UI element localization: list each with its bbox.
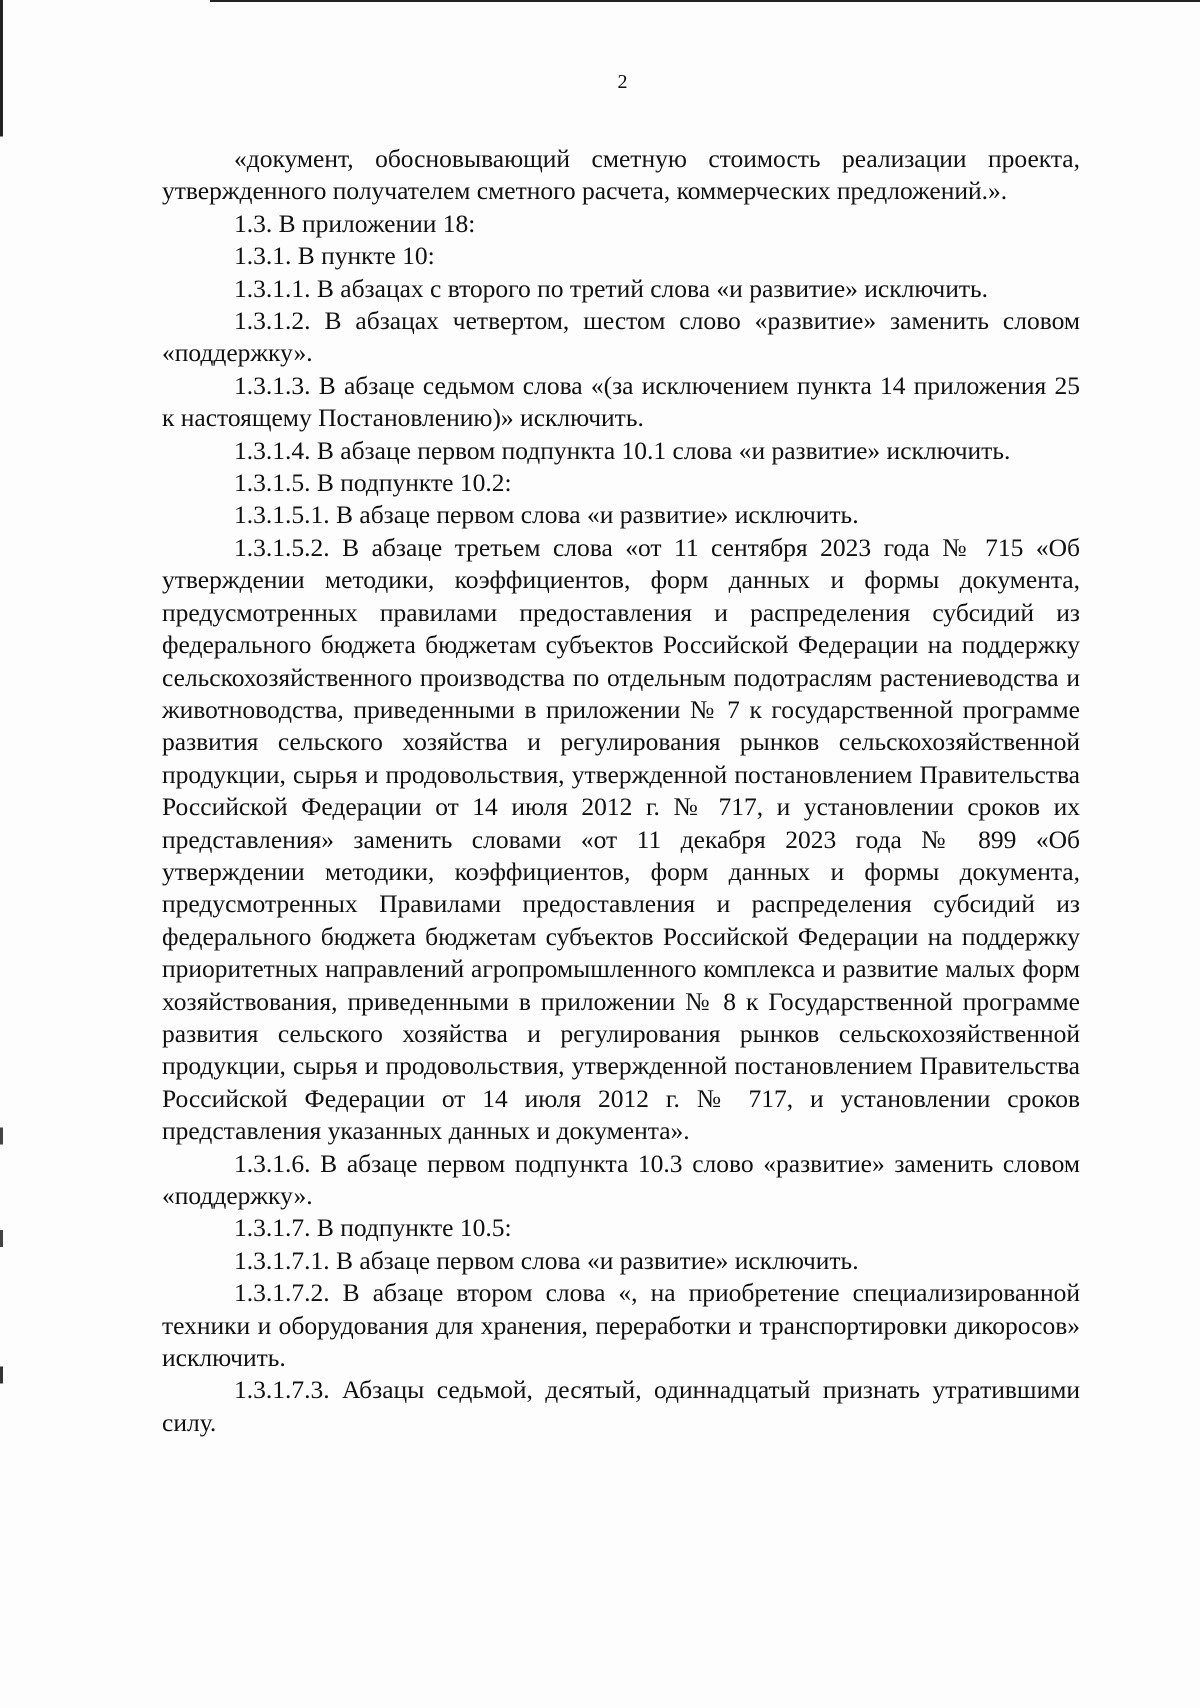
scan-border-top: [210, 0, 1200, 2]
paragraph-1-3-1-5-1: 1.3.1.5.1. В абзаце первом слова «и развитие» исключить.: [234, 500, 859, 530]
paragraph-1-3-1-7-3: 1.3.1.7.3. Абзацы седьмой, десятый, одиннадцатый признать утратившими силу.: [162, 1375, 1080, 1437]
paragraph-1-3-1: 1.3.1. В пункте 10:: [234, 241, 435, 271]
scan-border-left: [0, 0, 3, 1708]
page-number: 2: [617, 71, 628, 93]
paragraph-1-3-1-1: 1.3.1.1. В абзацах с второго по третий слова «и развитие» исключить.: [234, 273, 989, 303]
paragraph-1-3-1-7: 1.3.1.7. В подпункте 10.5:: [234, 1213, 512, 1243]
paragraph-1-3-1-5: 1.3.1.5. В подпункте 10.2:: [234, 468, 512, 498]
paragraph-1-3-1-5-2: 1.3.1.5.2. В абзаце третьем слова «от 11 сентября 2023 года № 715 «Об утверждении методики, коэффициентов, форм данных и формы документа, предусмотренных правилами предоставления и распределения субсидий из федерального бюджета бюджетам субъектов Российской Федерации на поддержку сельскохозяйственного производства по отдельным подотраслям растениеводства и животноводства, приведенными в приложении № 7 к государственной программе развития сельского хозяйства и регулирования рынков сельскохозяйственной продукции, сырья и продовольствия, утвержденной постановлением Правительства Российской Федерации от 14 июля 2012 г. № 717, и установлении сроков их представления» заменить словами «от 11 декабря 2023 года № 899 «Об утверждении методики, коэффициентов, форм данных и формы документа, предусмотренных Правилами предоставления и распределения субсидий из федерального бюджета бюджетам субъектов Российской Федерации на поддержку приоритетных направлений агропромышленного комплекса и развитие малых форм хозяйствования, приведенными в приложении № 8 к Государственной программе развития сельского хозяйства и регулирования рынков сельскохозяйственной продукции, сырья и продовольствия, утвержденной постановлением Правительства Российской Федерации от 14 июля 2012 г. № 717, и установлении сроков представления указанных данных и документа».: [162, 532, 1080, 1146]
paragraph-1-3-1-4: 1.3.1.4. В абзаце первом подпункта 10.1 слова «и развитие» исключить.: [234, 435, 1011, 465]
document-body: [162, 143, 1080, 1439]
paragraph-1-3-1-6: 1.3.1.6. В абзаце первом подпункта 10.3 слово «развитие» заменить словом «поддержку».: [162, 1148, 1080, 1210]
paragraph-1-3-1-3: 1.3.1.3. В абзаце седьмом слова «(за исключением пункта 14 приложения 25 к настоящему Постановлению)» исключить.: [162, 370, 1080, 433]
paragraph-1-3-1-2: 1.3.1.2. В абзацах четвертом, шестом слово «развитие» заменить словом «поддержку».: [162, 306, 1080, 368]
paragraph-quote-continuation: «документ, обосновывающий сметную стоимость реализации проекта, утвержденного получателем сметного расчета, коммерческих предложений.».: [162, 144, 1080, 206]
paragraph-1-3: 1.3. В приложении 18:: [234, 208, 476, 238]
paragraph-1-3-1-7-1: 1.3.1.7.1. В абзаце первом слова «и развитие» исключить.: [234, 1245, 859, 1275]
paragraph-1-3-1-7-2: 1.3.1.7.2. В абзаце втором слова «, на приобретение специализированной техники и оборудования для хранения, переработки и транспортировки дикоросов» исключить.: [162, 1278, 1080, 1373]
